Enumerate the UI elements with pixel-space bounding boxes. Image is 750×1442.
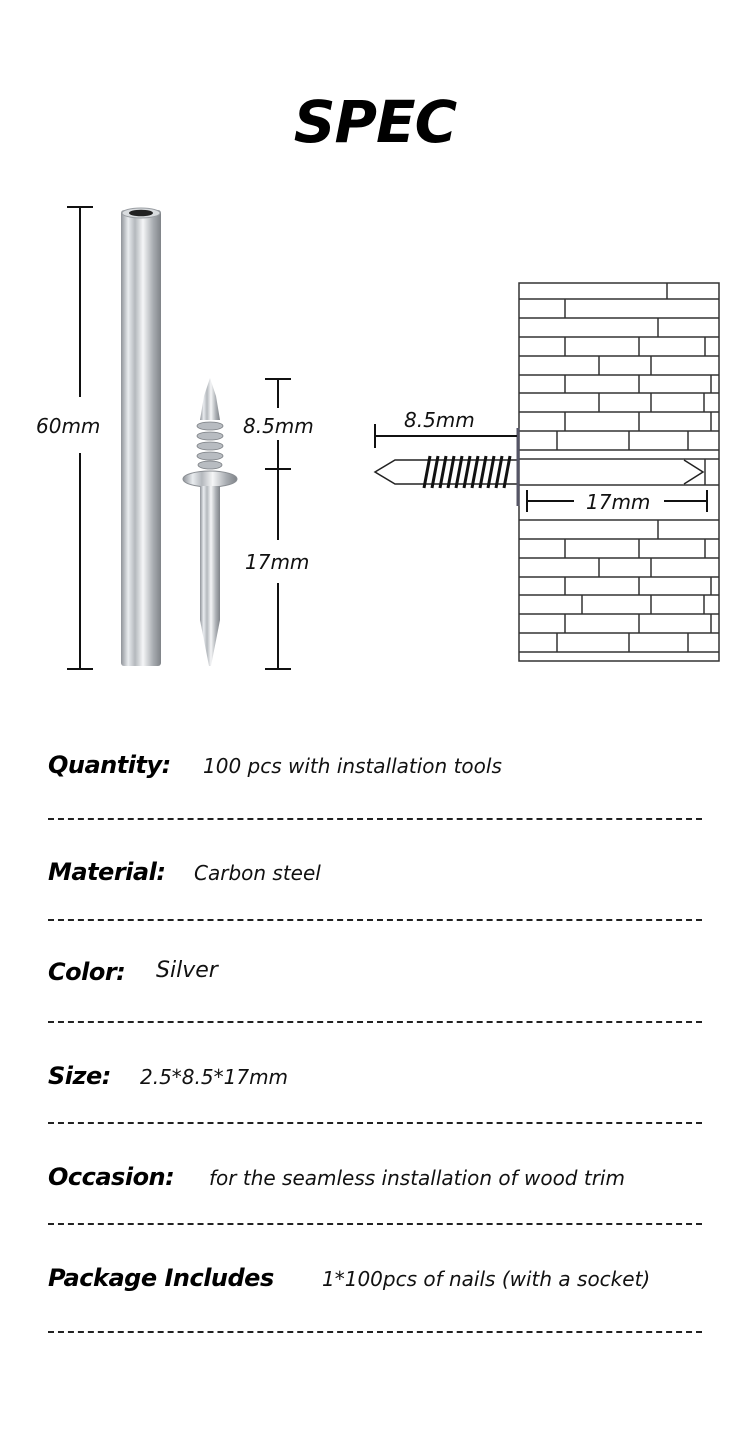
spec-key: Color: [48,958,126,986]
divider [48,1223,702,1225]
spec-value: for the seamless installation of wood trim [209,1166,625,1190]
divider [48,1331,702,1333]
embedded-nail [375,428,703,506]
divider [48,1021,702,1023]
spec-value: Carbon steel [194,861,321,885]
divider [48,919,702,921]
divider [48,818,702,820]
spec-key: Occasion: [48,1163,175,1191]
wall-shank-length-label: 17mm [586,490,651,514]
nail [183,378,237,666]
nail-shank-length-label: 17mm [245,550,310,574]
socket-length-label: 60mm [36,414,101,438]
spec-value: 100 pcs with installation tools [203,754,502,778]
brick-wall [519,283,719,661]
spec-value: 2.5*8.5*17mm [140,1065,289,1089]
spec-value: 1*100pcs of nails (with a socket) [322,1267,651,1291]
spec-key: Size: [48,1062,111,1090]
socket-dimension-line [67,207,93,669]
dimension-drawing [0,190,750,690]
spec-value: Silver [156,958,218,983]
spec-key: Quantity: [48,751,171,779]
page-title: SPEC [293,88,457,156]
spec-key: Package Includes [48,1264,274,1292]
wall-head-length-label: 8.5mm [404,408,475,432]
nail-head-length-label: 8.5mm [243,414,314,438]
socket-tube [121,208,161,666]
spec-key: Material: [48,858,166,886]
divider [48,1122,702,1124]
product-dimension-diagram [0,190,750,690]
